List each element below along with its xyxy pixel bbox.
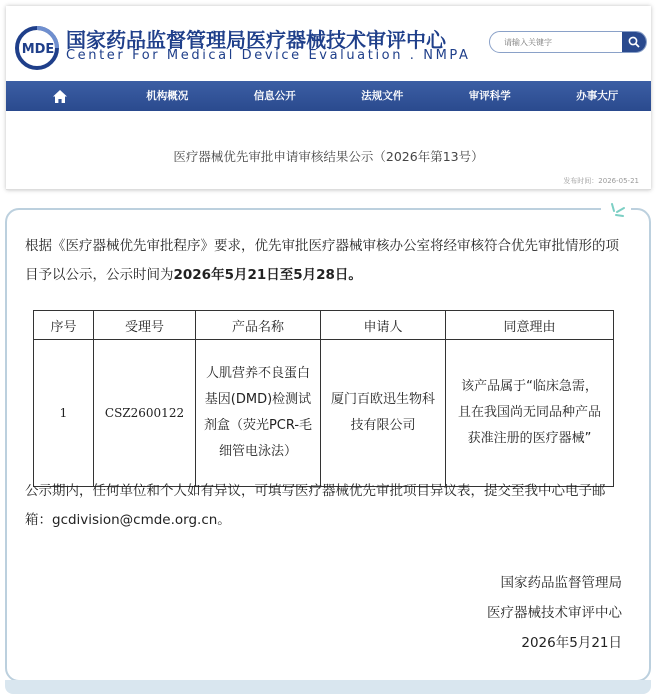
frame-decoration [601, 198, 631, 220]
nav-item-science[interactable]: 审评科学 [468, 90, 511, 102]
intro-paragraph [25, 232, 630, 290]
table-header: 申请人 [321, 311, 446, 340]
intro-text: 根据《医疗器械优先审批程序》要求，优先审批医疗器械审核办公室将经审核符合优先审批情形的项目予以公示，公示时间为 [25, 238, 619, 283]
nav-item-services[interactable]: 办事大厅 [576, 90, 619, 102]
main-nav [6, 81, 651, 111]
home-icon [53, 90, 67, 103]
nav-item-info[interactable]: 信息公开 [253, 90, 296, 102]
mde-logo[interactable] [15, 26, 59, 70]
row-number: 1 [34, 340, 94, 487]
table-header: 产品名称 [196, 311, 321, 340]
site-header [6, 6, 651, 190]
site-subtitle: Center For Medical Device Evaluation . NMPA [66, 48, 471, 63]
signature-center: 医疗器械技术审评中心 [487, 605, 622, 621]
sparkle-icon [601, 198, 631, 220]
table-row [34, 340, 614, 487]
signature-date: 2026年5月21日 [521, 635, 622, 651]
site-title: 国家药品监督管理局医疗器械技术审评中心 [66, 28, 446, 52]
search-button[interactable] [622, 32, 646, 52]
signature-org: 国家药品监督管理局 [500, 575, 622, 591]
search-icon [628, 36, 640, 48]
divider [6, 189, 651, 190]
notice-title: 医疗器械优先审批申请审核结果公示（2026年第13号） [173, 149, 484, 164]
bottom-bar [5, 680, 651, 694]
result-table [33, 310, 614, 487]
intro-period: 2026年5月21日至5月28日。 [173, 267, 362, 283]
nav-home[interactable] [6, 90, 114, 103]
nav-item-about[interactable]: 机构概况 [146, 90, 189, 102]
search-box [489, 31, 647, 53]
table-header: 受理号 [94, 311, 196, 340]
table-header: 序号 [34, 311, 94, 340]
nav-item-regulations[interactable]: 法规文件 [361, 90, 404, 102]
table-header: 同意理由 [446, 311, 614, 340]
search-input[interactable] [490, 32, 618, 52]
table-header-row [34, 311, 614, 340]
product-name: 人肌营养不良蛋白基因(DMD)检测试剂盒（荧光PCR-毛细管电泳法） [196, 340, 321, 487]
applicant: 厦门百欧迅生物科技有限公司 [321, 340, 446, 487]
acceptance-number: CSZ2600122 [94, 340, 196, 487]
logo-text: MDE [21, 42, 55, 57]
approval-reason: 该产品属于“临床急需，且在我国尚无同品种产品获准注册的医疗器械” [446, 340, 614, 487]
objection-paragraph: 公示期内，任何单位和个人如有异议，可填写医疗器械优先审批项目异议表，提交至我中心电子邮箱：gcdivision@cmde.org.cn。 [25, 483, 606, 528]
publish-date: 发布时间：2026-05-21 [563, 177, 639, 185]
